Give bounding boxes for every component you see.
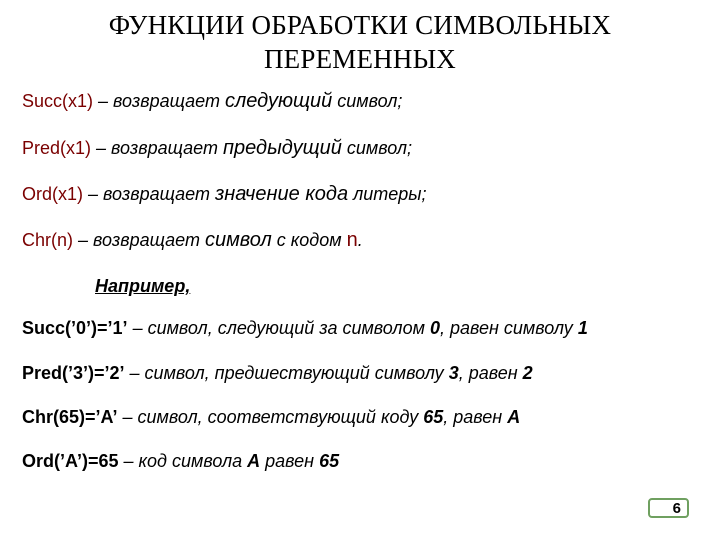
function-pred xyxy=(22,137,412,160)
example-expr: Pred(’3’)=’2’ xyxy=(22,363,125,383)
example-value: 1 xyxy=(577,318,588,338)
function-name: Succ(x1) xyxy=(22,91,94,111)
example-value: 65 xyxy=(423,407,444,427)
example-value: A xyxy=(247,451,261,471)
function-dash: – возвращает xyxy=(73,230,205,250)
example-text: , равен символу xyxy=(439,318,578,338)
function-succ xyxy=(22,90,402,113)
example-text: равен xyxy=(260,451,320,471)
example-value: 0 xyxy=(429,318,440,338)
function-keyword: символ xyxy=(204,229,272,251)
function-rest: литеры; xyxy=(348,184,427,204)
function-keyword: значение кода xyxy=(214,183,349,205)
slide-title xyxy=(0,8,720,76)
example-succ xyxy=(22,318,588,339)
function-keyword: предыдущий xyxy=(222,137,342,159)
page-number: 6 xyxy=(648,498,689,518)
example-value: 3 xyxy=(448,363,459,383)
example-label: Например, xyxy=(95,276,191,296)
function-dash: – возвращает xyxy=(93,91,225,111)
function-chr xyxy=(22,229,363,252)
example-text: , равен xyxy=(443,407,508,427)
example-text: – символ, следующий за символом xyxy=(127,318,430,338)
example-chr xyxy=(22,407,520,428)
title-line-2: ПЕРЕМЕННЫХ xyxy=(263,44,457,74)
example-text: – символ, предшествующий символу xyxy=(124,363,449,383)
function-rest: символ; xyxy=(341,138,413,158)
function-ord xyxy=(22,183,427,206)
function-dash: – возвращает xyxy=(91,138,223,158)
function-tail: n xyxy=(346,229,358,251)
example-value: 2 xyxy=(522,363,533,383)
example-expr: Succ(’0’)=’1’ xyxy=(22,318,128,338)
function-rest: с кодом xyxy=(271,230,347,250)
function-name: Pred(x1) xyxy=(22,138,92,158)
example-text: – код символа xyxy=(118,451,248,471)
example-expr: Chr(65)=’A’ xyxy=(22,407,118,427)
example-value: A xyxy=(507,407,521,427)
function-end: . xyxy=(357,230,363,250)
example-text: , равен xyxy=(458,363,523,383)
example-pred xyxy=(22,363,533,384)
example-value: 65 xyxy=(319,451,340,471)
title-line-1: ФУНКЦИИ ОБРАБОТКИ СИМВОЛЬНЫХ xyxy=(108,10,612,40)
example-ord xyxy=(22,451,339,472)
function-name: Ord(x1) xyxy=(22,184,84,204)
function-dash: – возвращает xyxy=(83,184,215,204)
example-text: – символ, соответствующий коду xyxy=(117,407,424,427)
function-name: Chr(n) xyxy=(22,230,74,250)
function-rest: символ; xyxy=(332,91,403,111)
function-keyword: следующий xyxy=(224,90,333,112)
example-expr: Ord(’A’)=65 xyxy=(22,451,119,471)
